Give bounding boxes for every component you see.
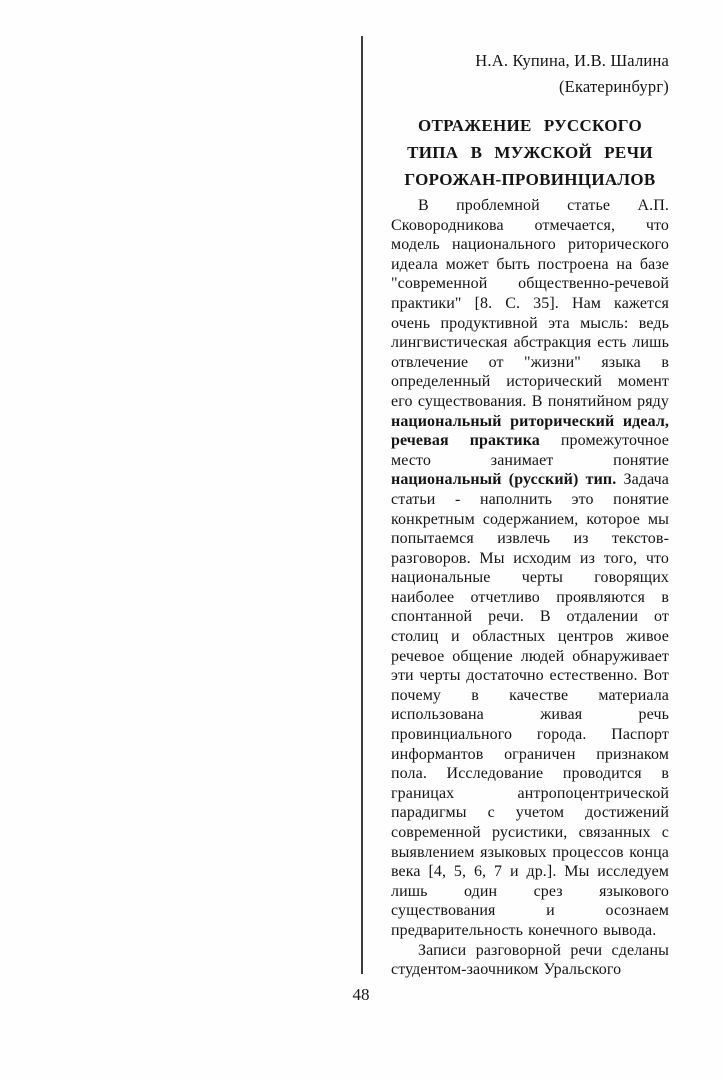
text-column [391, 0, 669, 1080]
author-names: Н.А. Купина, И.В. Шалина [475, 51, 669, 70]
vertical-rule [361, 36, 363, 974]
article-title [391, 112, 669, 193]
title-line: ОТРАЖЕНИЕ РУССКОГО [417, 116, 642, 135]
bold-text-segment: национальный (русский) тип. [391, 471, 617, 489]
text-segment: В проблемной статье А.П. Сковородникова отмечается, что модель национального риторического идеала может быть построена на базе "современной общественно-речевой практики" [8. С. 35]. Нам кажется очень продуктивной эта мысль: ведь лингвистическая абстракция есть лишь отвлечение от "жизни" языка в определенный исторический момент его существования. В понятийном ряду [391, 197, 669, 410]
author-block [391, 48, 669, 100]
paragraph [391, 941, 669, 980]
article-body [391, 196, 669, 980]
page-number: 48 [352, 985, 370, 1004]
text-segment: Задача статьи - наполнить это понятие конкретным содержанием, которое мы попытаемся извлечь из текстов-разговоров. Мы исходим из того, что национальные черты говорящих наиболее отчетливо проявляются в спонтанной речи. В отдалении от столиц и областных центров живое речевое общение людей обнаруживает эти черты достаточно естественно. Вот почему в качестве материала использована живая речь провинциального города. Паспорт информантов ограничен признаком пола. Исследование проводится в границах антропоцентрической парадигмы с учетом достижений современной русистики, связанных с выявлением языковых процессов конца века [4, 5, 6, 7 и др.]. Мы исследуем лишь один срез языкового существования и осознаем предварительность конечного вывода. [391, 471, 669, 939]
title-line: ТИПА В МУЖСКОЙ РЕЧИ [407, 143, 653, 162]
author-location: (Екатеринбург) [558, 77, 669, 96]
text-segment: Записи разговорной речи сделаны студентом-заочником Уральского [391, 941, 669, 979]
text-segment: промежуточное место занимает понятие [391, 432, 670, 469]
title-line: ГОРОЖАН-ПРОВИНЦИАЛОВ [404, 170, 656, 189]
bold-text-segment: национальный риторический идеал, речевая практика [391, 412, 669, 450]
paragraph [391, 196, 669, 941]
